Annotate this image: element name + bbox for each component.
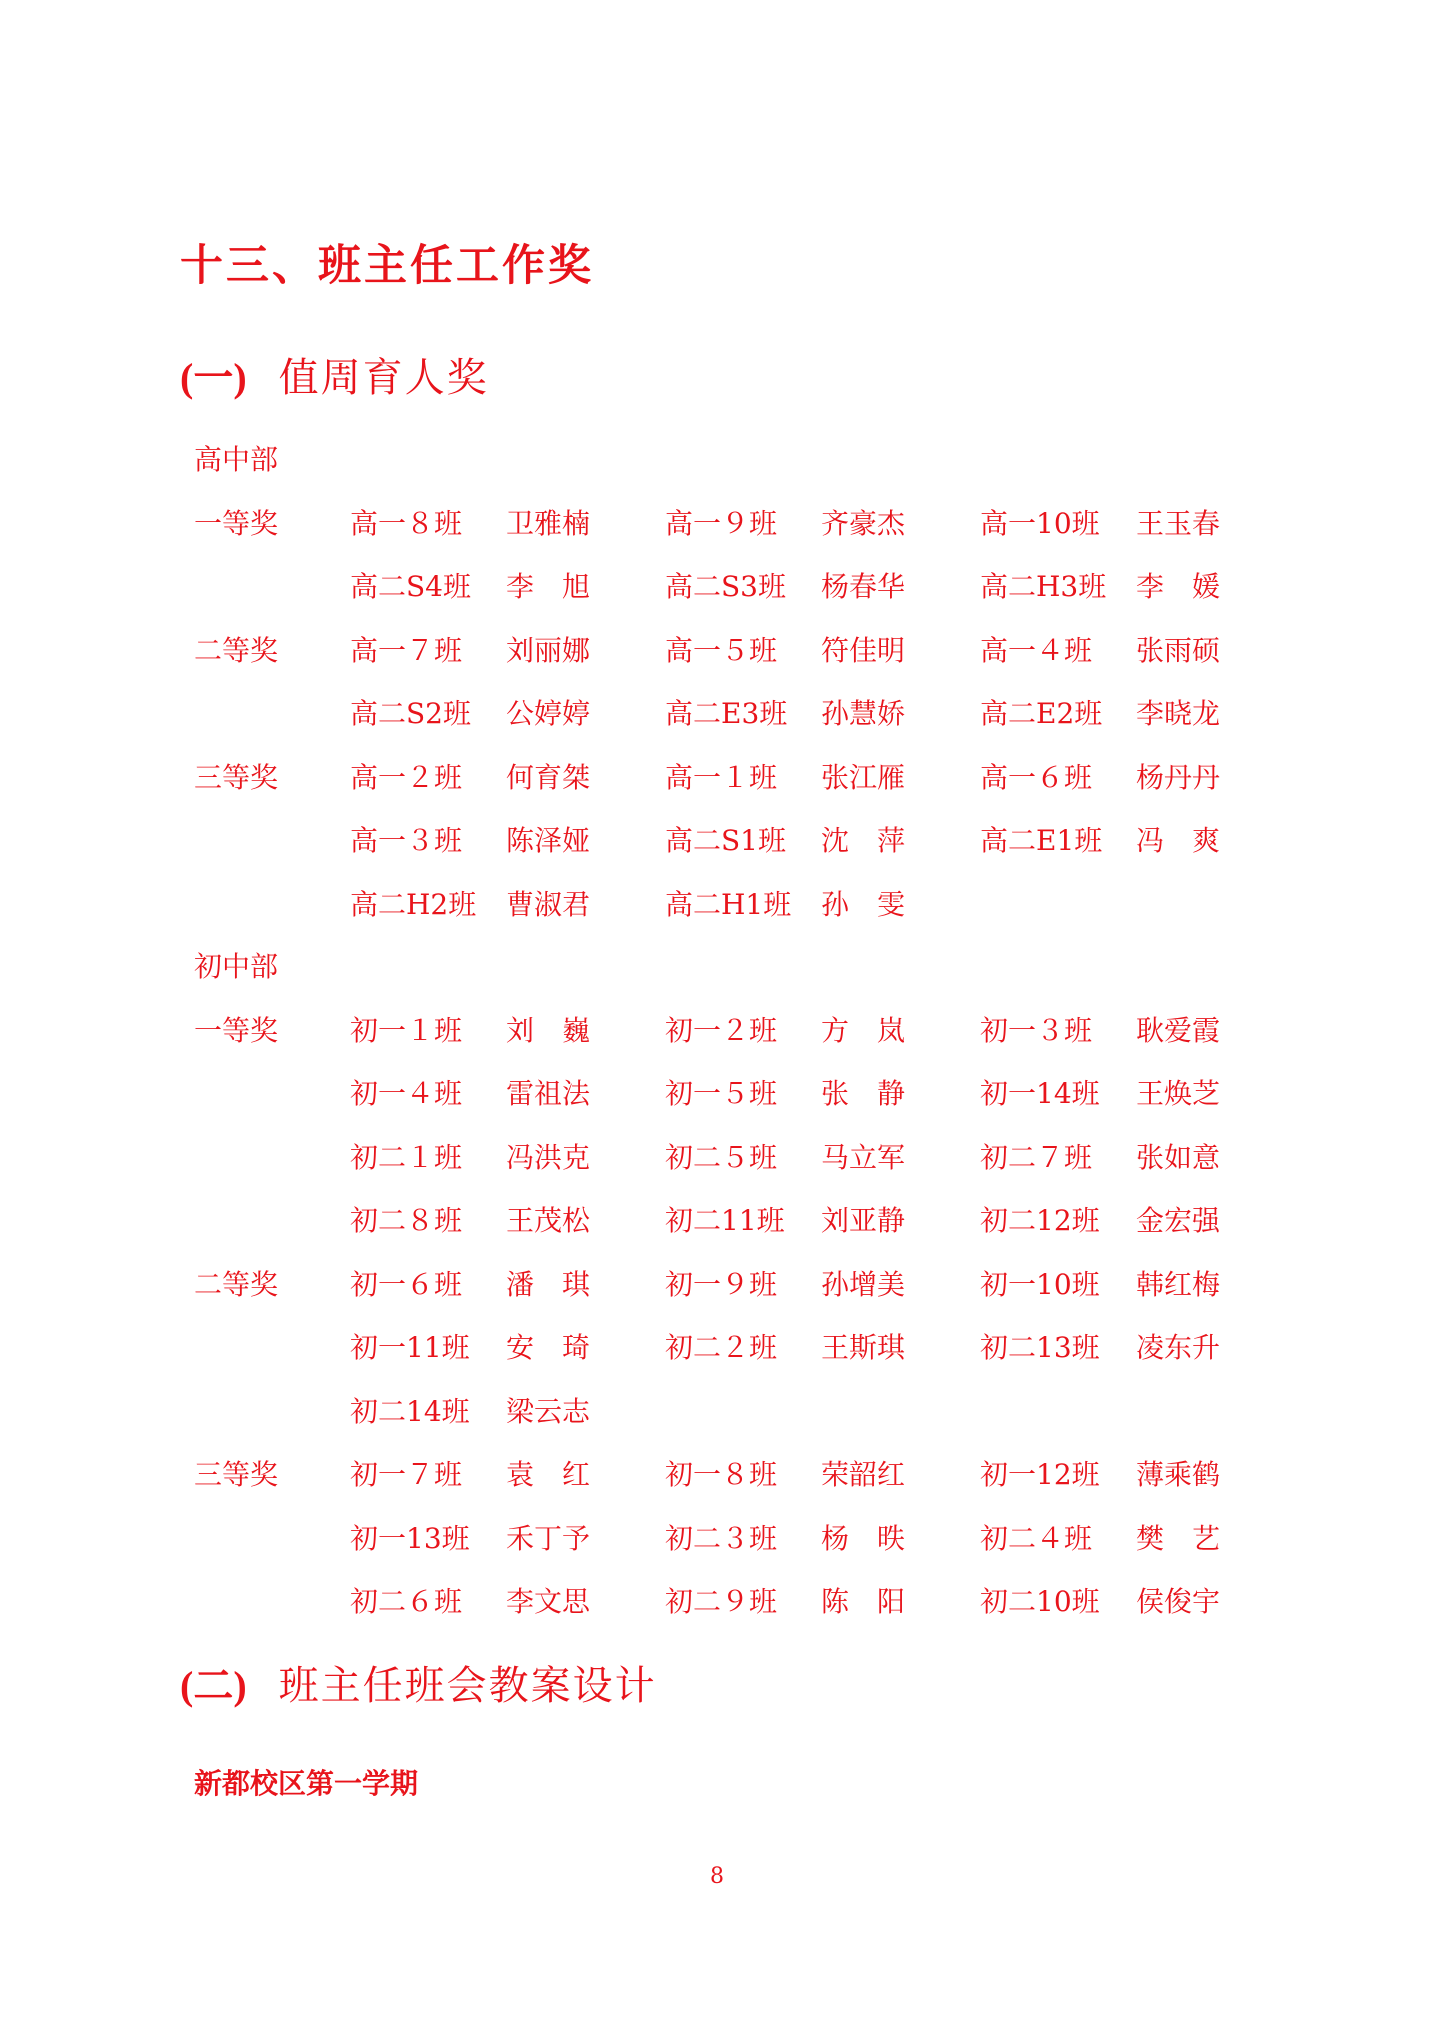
teacher-name: 安 琦 xyxy=(506,1331,591,1364)
teacher-name: 李 媛 xyxy=(1136,570,1221,603)
teacher-name: 王茂松 xyxy=(506,1204,591,1237)
teacher-name: 孙慧娇 xyxy=(821,697,906,730)
teacher-name: 禾丁予 xyxy=(506,1521,591,1555)
class-name: 初二５班 xyxy=(665,1140,778,1174)
teacher-name: 孙增美 xyxy=(821,1267,906,1301)
teacher-name: 荣韶红 xyxy=(821,1458,906,1491)
teacher-name: 张江雁 xyxy=(821,760,906,794)
class-name: 高一１班 xyxy=(665,760,778,794)
section-2-title xyxy=(180,1654,657,1711)
class-name: 高一４班 xyxy=(980,633,1093,667)
class-name: 高二H1班 xyxy=(665,887,792,921)
teacher-name: 何育桀 xyxy=(506,760,591,794)
section-1-text: 值周育人奖 xyxy=(278,355,489,401)
class-name: 初一３班 xyxy=(980,1013,1093,1047)
teacher-name: 冯 爽 xyxy=(1136,824,1221,857)
junior-dept-heading: 初中部 xyxy=(194,950,279,983)
class-name: 高二S4班 xyxy=(350,570,471,603)
award-level-label: 一等奖 xyxy=(194,1013,279,1047)
class-name: 高一10班 xyxy=(980,506,1100,540)
section-1-number: (一) xyxy=(180,355,247,400)
teacher-name: 李文思 xyxy=(506,1585,591,1618)
class-name: 初一６班 xyxy=(350,1267,463,1301)
teacher-name: 冯洪克 xyxy=(506,1140,591,1174)
class-name: 初二２班 xyxy=(665,1331,778,1364)
senior-dept-heading: 高中部 xyxy=(194,443,279,476)
class-name: 高二H2班 xyxy=(350,887,477,921)
class-name: 初一５班 xyxy=(665,1077,778,1110)
class-name: 初一13班 xyxy=(350,1521,470,1555)
teacher-name: 薄乘鹤 xyxy=(1136,1458,1221,1491)
class-name: 初二14班 xyxy=(350,1394,470,1428)
teacher-name: 陈泽娅 xyxy=(506,824,591,857)
teacher-name: 凌东升 xyxy=(1136,1331,1221,1364)
teacher-name: 侯俊宇 xyxy=(1136,1585,1221,1618)
campus-subheading: 新都校区第一学期 xyxy=(194,1767,419,1800)
teacher-name: 金宏强 xyxy=(1136,1204,1221,1237)
section-2-text: 班主任班会教案设计 xyxy=(278,1663,657,1709)
teacher-name: 方 岚 xyxy=(821,1013,906,1047)
teacher-name: 韩红梅 xyxy=(1136,1267,1221,1301)
class-name: 初二６班 xyxy=(350,1585,463,1618)
class-name: 高一８班 xyxy=(350,506,463,540)
class-name: 初二12班 xyxy=(980,1204,1100,1237)
teacher-name: 刘丽娜 xyxy=(506,633,591,667)
teacher-name: 杨春华 xyxy=(821,570,906,603)
award-level-label: 三等奖 xyxy=(194,760,279,794)
class-name: 高二E2班 xyxy=(980,697,1103,730)
teacher-name: 卫雅楠 xyxy=(506,506,591,540)
teacher-name: 沈 萍 xyxy=(821,824,906,857)
teacher-name: 孙 雯 xyxy=(821,887,906,921)
teacher-name: 王玉春 xyxy=(1136,506,1221,540)
page-number: 8 xyxy=(710,1864,724,1889)
section-2-number: (二) xyxy=(180,1663,247,1708)
teacher-name: 耿爱霞 xyxy=(1136,1013,1221,1047)
teacher-name: 潘 琪 xyxy=(506,1267,591,1301)
class-name: 高一７班 xyxy=(350,633,463,667)
class-name: 初一２班 xyxy=(665,1013,778,1047)
class-name: 初一１班 xyxy=(350,1013,463,1047)
class-name: 高二S3班 xyxy=(665,570,786,603)
class-name: 初一７班 xyxy=(350,1458,463,1491)
teacher-name: 齐豪杰 xyxy=(821,506,906,540)
class-name: 高一３班 xyxy=(350,824,463,857)
class-name: 高一２班 xyxy=(350,760,463,794)
class-name: 初二９班 xyxy=(665,1585,778,1618)
class-name: 高二S2班 xyxy=(350,697,471,730)
teacher-name: 刘亚静 xyxy=(821,1204,906,1237)
award-level-label: 一等奖 xyxy=(194,506,279,540)
class-name: 高一６班 xyxy=(980,760,1093,794)
class-name: 初一10班 xyxy=(980,1267,1100,1301)
section-1-title xyxy=(180,346,489,403)
teacher-name: 袁 红 xyxy=(506,1458,591,1491)
teacher-name: 公婷婷 xyxy=(506,697,591,730)
class-name: 高一９班 xyxy=(665,506,778,540)
teacher-name: 张 静 xyxy=(821,1077,906,1110)
teacher-name: 李 旭 xyxy=(506,570,591,603)
class-name: 高二S1班 xyxy=(665,824,786,857)
award-level-label: 二等奖 xyxy=(194,633,279,667)
class-name: 高一５班 xyxy=(665,633,778,667)
class-name: 初二７班 xyxy=(980,1140,1093,1174)
teacher-name: 陈 阳 xyxy=(821,1585,906,1618)
teacher-name: 符佳明 xyxy=(821,633,906,667)
class-name: 初二11班 xyxy=(665,1204,785,1237)
teacher-name: 张如意 xyxy=(1136,1140,1221,1174)
teacher-name: 刘 巍 xyxy=(506,1013,591,1047)
class-name: 初一12班 xyxy=(980,1458,1100,1491)
teacher-name: 马立军 xyxy=(821,1140,906,1174)
class-name: 初二13班 xyxy=(980,1331,1100,1364)
teacher-name: 杨 昳 xyxy=(821,1521,906,1555)
class-name: 初二３班 xyxy=(665,1521,778,1555)
class-name: 初一11班 xyxy=(350,1331,470,1364)
teacher-name: 王焕芝 xyxy=(1136,1077,1221,1110)
teacher-name: 雷祖法 xyxy=(506,1077,591,1110)
class-name: 初二４班 xyxy=(980,1521,1093,1555)
main-title: 十三、班主任工作奖 xyxy=(180,241,594,291)
class-name: 初一８班 xyxy=(665,1458,778,1491)
class-name: 初一14班 xyxy=(980,1077,1100,1110)
award-level-label: 三等奖 xyxy=(194,1458,279,1491)
class-name: 高二E3班 xyxy=(665,697,788,730)
teacher-name: 王斯琪 xyxy=(821,1331,906,1364)
class-name: 高二H3班 xyxy=(980,570,1107,603)
award-level-label: 二等奖 xyxy=(194,1267,279,1301)
class-name: 初一９班 xyxy=(665,1267,778,1301)
teacher-name: 杨丹丹 xyxy=(1136,760,1221,794)
teacher-name: 张雨硕 xyxy=(1136,633,1221,667)
teacher-name: 李晓龙 xyxy=(1136,697,1221,730)
teacher-name: 梁云志 xyxy=(506,1394,591,1428)
teacher-name: 樊 艺 xyxy=(1136,1521,1221,1555)
class-name: 初二10班 xyxy=(980,1585,1100,1618)
teacher-name: 曹淑君 xyxy=(506,887,591,921)
class-name: 初一４班 xyxy=(350,1077,463,1110)
class-name: 初二８班 xyxy=(350,1204,463,1237)
class-name: 高二E1班 xyxy=(980,824,1103,857)
class-name: 初二１班 xyxy=(350,1140,463,1174)
